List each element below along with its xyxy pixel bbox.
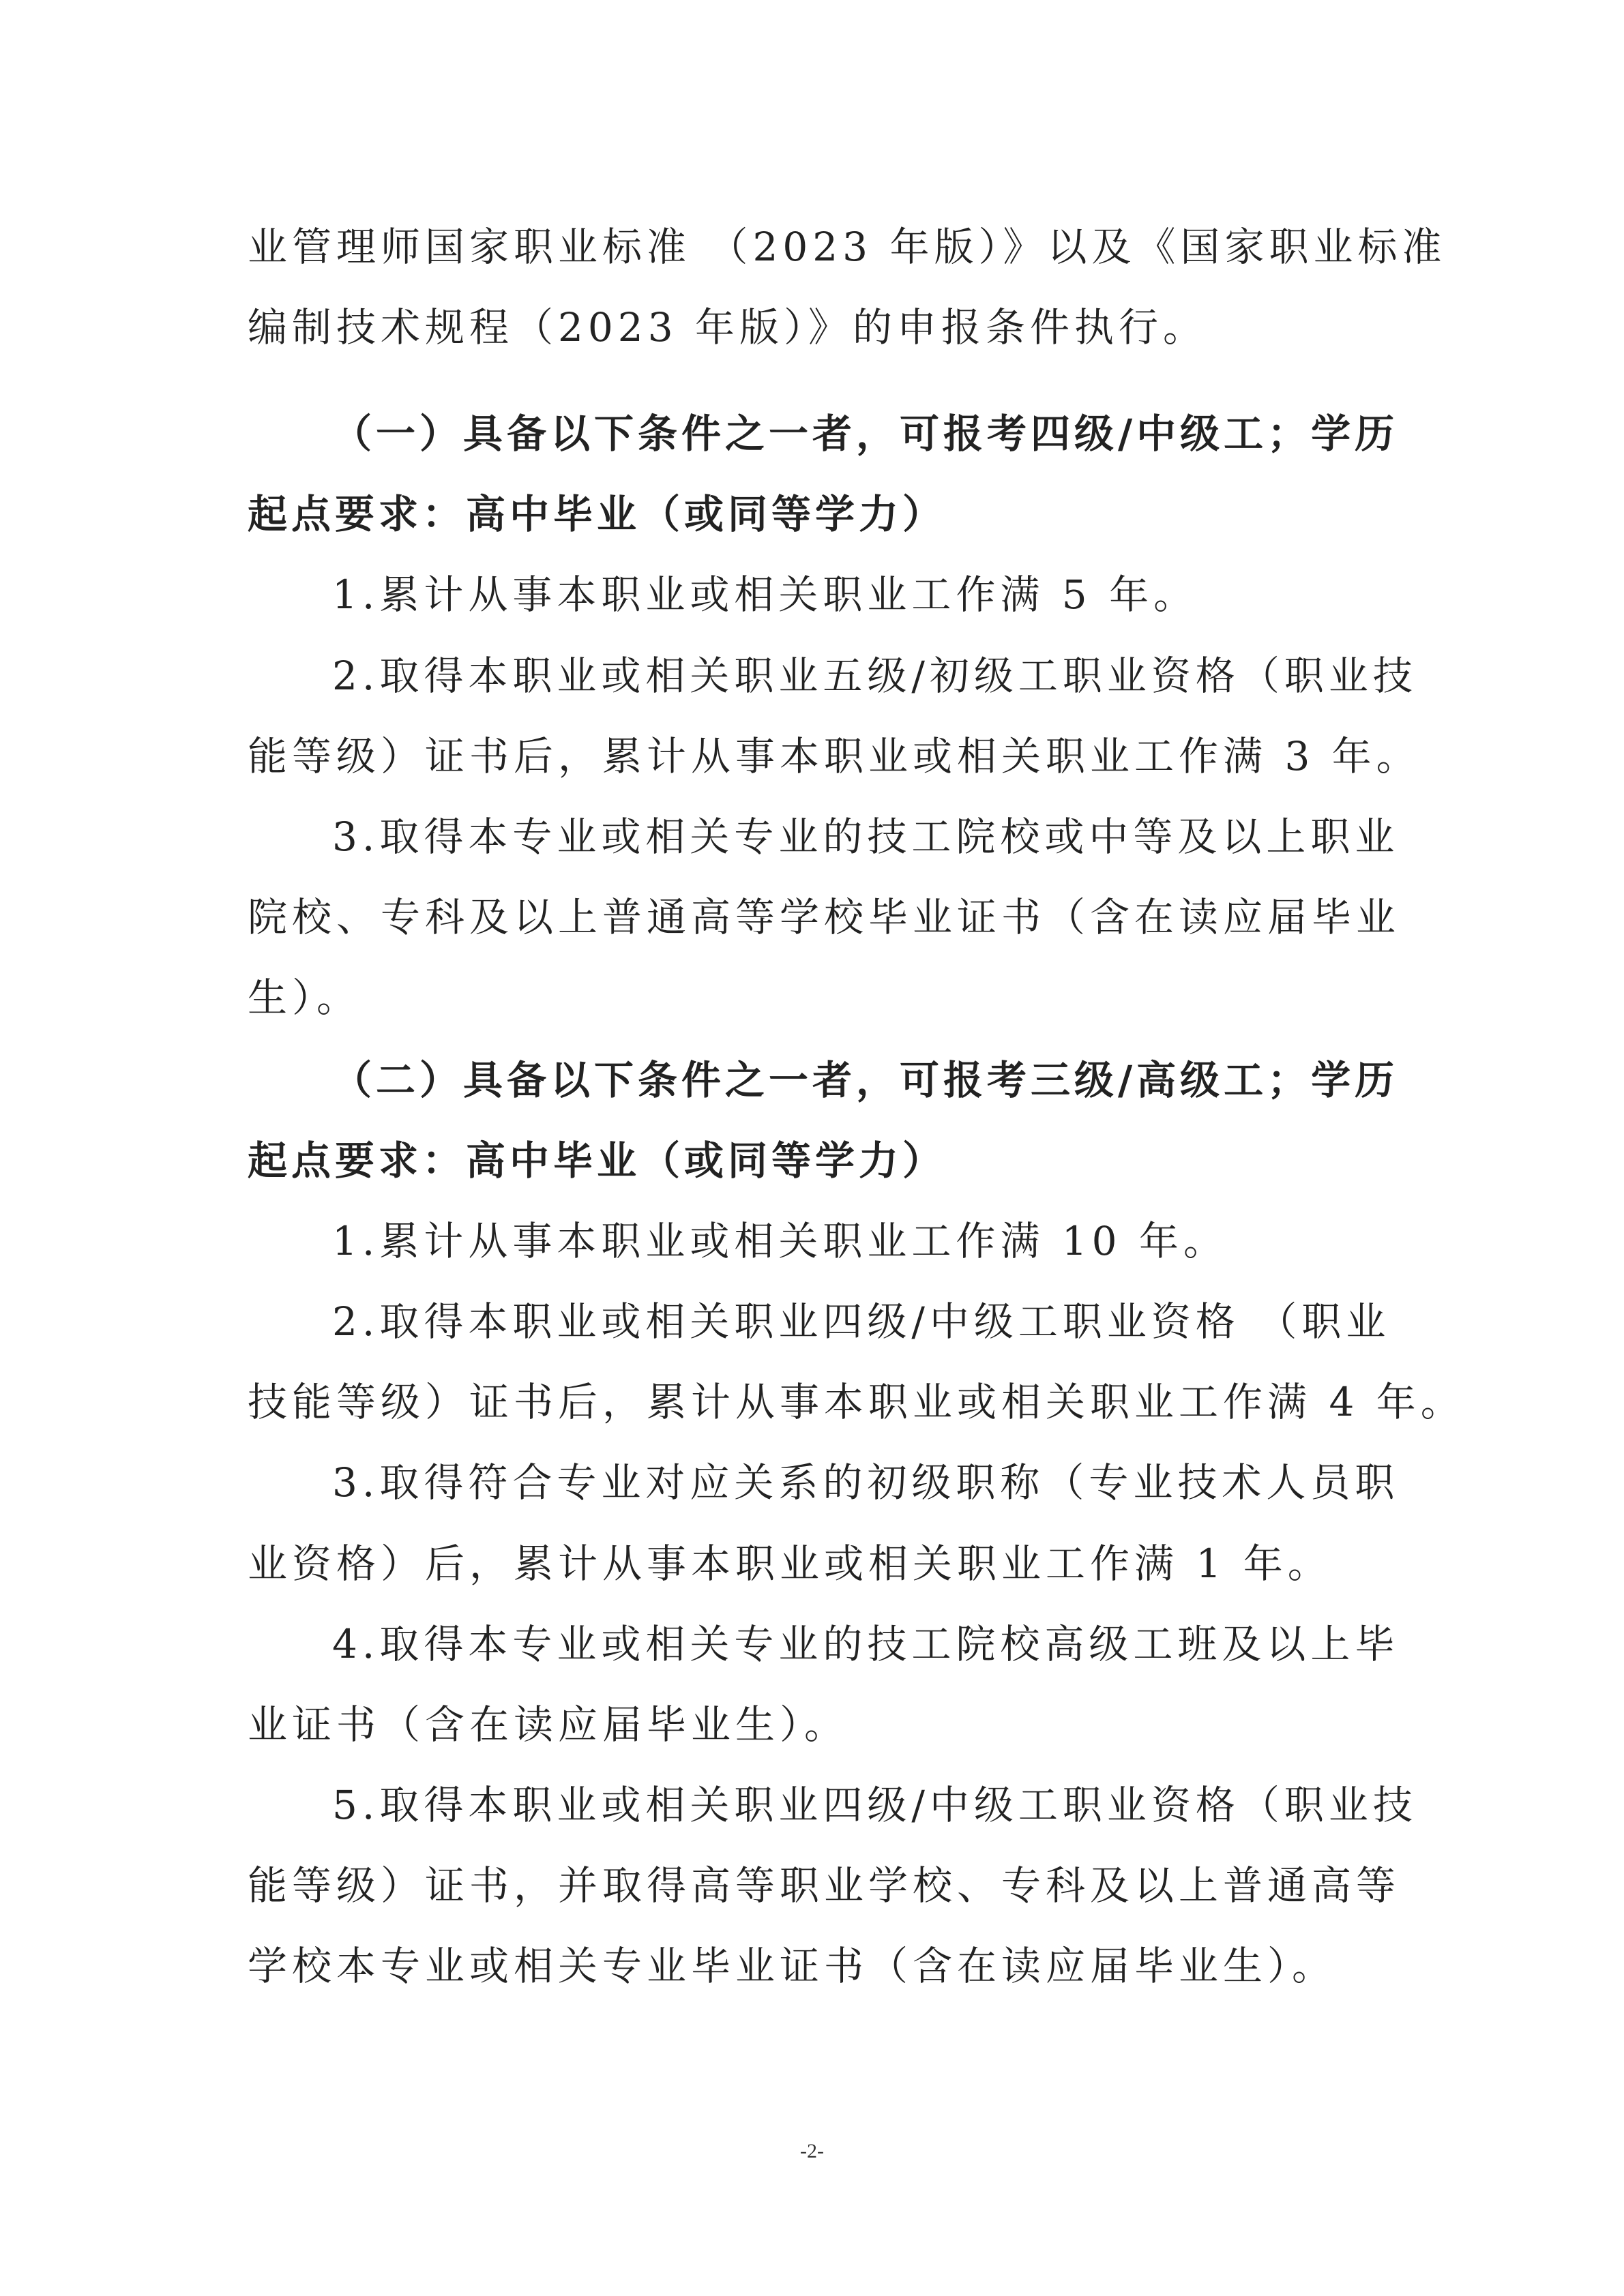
list-item-cont: 能等级）证书后，累计从事本职业或相关职业工作满 3 年。 bbox=[248, 733, 1421, 779]
list-item: 3.取得本专业或相关专业的技工院校或中等及以上职业 bbox=[332, 814, 1400, 860]
list-item: 1.累计从事本职业或相关职业工作满 10 年。 bbox=[332, 1218, 1228, 1264]
list-item: 2.取得本职业或相关职业五级/初级工职业资格（职业技 bbox=[332, 653, 1417, 699]
paragraph-line: 编制技术规程（2023 年版）》的申报条件执行。 bbox=[248, 304, 1208, 351]
list-item: 5.取得本职业或相关职业四级/中级工职业资格（职业技 bbox=[332, 1782, 1417, 1828]
section-heading-1: （一）具备以下条件之一者，可报考四级/中级工；学历 bbox=[332, 411, 1399, 457]
list-item-cont: 生）。 bbox=[248, 974, 361, 1021]
list-item-cont: 院校、专科及以上普通高等学校毕业证书（含在读应届毕业 bbox=[248, 894, 1401, 940]
list-item-cont: 业资格）后，累计从事本职业或相关职业工作满 1 年。 bbox=[248, 1540, 1332, 1587]
list-item: 2.取得本职业或相关职业四级/中级工职业资格 （职业 bbox=[332, 1298, 1391, 1345]
paragraph-line: 业管理师国家职业标准 （2023 年版）》以及《国家职业标准 bbox=[248, 224, 1447, 270]
list-item-cont: 技能等级）证书后，累计从事本职业或相关职业工作满 4 年。 bbox=[248, 1379, 1465, 1425]
list-item: 4.取得本专业或相关专业的技工院校高级工班及以上毕 bbox=[332, 1621, 1400, 1667]
list-item-cont: 业证书（含在读应届毕业生）。 bbox=[248, 1701, 849, 1748]
list-item-cont: 能等级）证书，并取得高等职业学校、专科及以上普通高等 bbox=[248, 1862, 1401, 1909]
section-heading-2-cont: 起点要求：高中毕业（或同等学力） bbox=[248, 1137, 947, 1184]
section-heading-1-cont: 起点要求：高中毕业（或同等学力） bbox=[248, 491, 947, 537]
section-heading-2: （二）具备以下条件之一者，可报考三级/高级工；学历 bbox=[332, 1057, 1399, 1103]
page-number: -2- bbox=[800, 2140, 824, 2162]
list-item: 3.取得符合专业对应关系的初级职称（专业技术人员职 bbox=[332, 1459, 1400, 1506]
list-item-cont: 学校本专业或相关专业毕业证书（含在读应届毕业生）。 bbox=[248, 1943, 1337, 1989]
list-item: 1.累计从事本职业或相关职业工作满 5 年。 bbox=[332, 571, 1198, 618]
